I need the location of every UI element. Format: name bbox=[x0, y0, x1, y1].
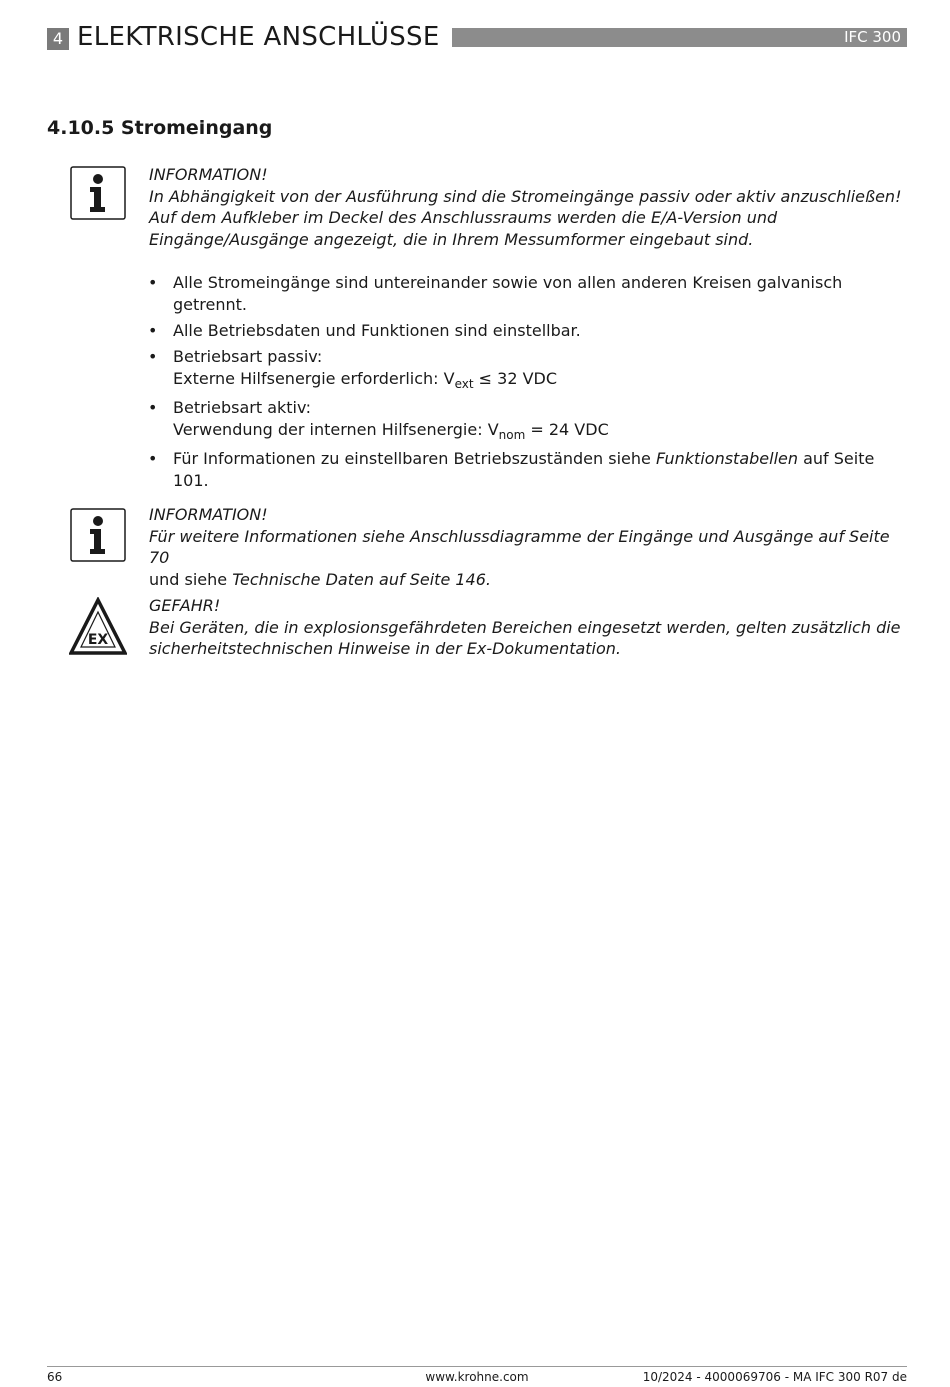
section-title: 4.10.5 Stromeingang bbox=[47, 117, 273, 139]
list-item bbox=[148, 272, 908, 316]
bullet-dot: • bbox=[148, 347, 158, 366]
information-icon bbox=[70, 166, 126, 220]
page-number: 66 bbox=[47, 1370, 63, 1384]
bullet-4-line-2-end: = 24 VDC bbox=[525, 420, 609, 439]
info-note-1-line-2: Auf dem Aufkleber im Deckel des Anschlussraums werden die E/A-Version und bbox=[149, 208, 778, 227]
info-note-2-line-2 bbox=[149, 569, 914, 591]
danger-note-line-2: sicherheitstechnischen Hinweise in der Ex-Dokumentation. bbox=[149, 639, 622, 658]
bullet-dot: • bbox=[148, 273, 158, 292]
footer-divider bbox=[47, 1366, 907, 1367]
bullet-3-line-2-end: ≤ 32 VDC bbox=[473, 369, 558, 388]
bullet-1-line-2: getrennt. bbox=[173, 295, 247, 314]
danger-note bbox=[70, 595, 910, 659]
info-note-1-heading: INFORMATION! bbox=[149, 165, 268, 184]
info-note-1-line-3: Eingänge/Ausgänge angezeigt, die in Ihrem Messumformer eingebaut sind. bbox=[149, 229, 754, 249]
info-note-1-line-1: In Abhängigkeit von der Ausführung sind die Stromeingänge passiv oder aktiv anzuschließen! bbox=[149, 186, 902, 206]
info-note-2-line-1: Für weitere Informationen siehe Anschlussdiagramme der Eingänge und Ausgänge auf Seite 70 bbox=[149, 526, 890, 567]
info-note-2-text bbox=[149, 504, 914, 590]
bullet-4-line-2: Verwendung der internen Hilfsenergie: V bbox=[173, 420, 499, 439]
list-item bbox=[148, 397, 908, 441]
bullet-5-end: auf Seite 101. bbox=[173, 449, 875, 490]
info-note-2-line-2-start: und siehe bbox=[149, 569, 233, 589]
bullet-3-subscript: ext bbox=[454, 377, 474, 391]
danger-note-heading: GEFAHR! bbox=[149, 596, 221, 615]
bullet-2-text: Alle Betriebsdaten und Funktionen sind einstellbar. bbox=[173, 321, 581, 340]
info-note-2-line-2-link: Technische Daten auf Seite 146 bbox=[232, 569, 486, 589]
bullet-4-subscript: nom bbox=[498, 428, 526, 442]
bullet-5-text: Für Informationen zu einstellbaren Betriebszuständen siehe bbox=[173, 449, 656, 468]
bullet-3-line-2: Externe Hilfsenergie erforderlich: V bbox=[173, 369, 455, 388]
document-id: 10/2024 - 4000069706 - MA IFC 300 R07 de bbox=[642, 1370, 907, 1384]
bullet-4-line-1: Betriebsart aktiv: bbox=[173, 398, 311, 417]
product-name: IFC 300 bbox=[844, 28, 901, 46]
information-icon bbox=[70, 508, 126, 562]
chapter-bar bbox=[452, 28, 907, 47]
danger-note-text bbox=[149, 595, 914, 660]
list-item bbox=[148, 346, 908, 390]
info-note-2 bbox=[70, 504, 910, 589]
bullet-3-line-1: Betriebsart passiv: bbox=[173, 347, 323, 366]
list-item bbox=[148, 448, 908, 492]
bullet-list bbox=[148, 272, 908, 496]
chapter-number: 4 bbox=[47, 28, 69, 50]
page-footer bbox=[47, 1369, 907, 1385]
bullet-dot: • bbox=[148, 449, 158, 468]
info-note-1-text bbox=[149, 164, 914, 250]
bullet-1-line-1: Alle Stromeingänge sind untereinander sowie von allen anderen Kreisen galvanisch bbox=[173, 273, 843, 292]
website-link[interactable]: www.krohne.com bbox=[425, 1370, 529, 1384]
chapter-header bbox=[47, 24, 907, 52]
info-note-2-heading: INFORMATION! bbox=[149, 505, 268, 524]
ex-label: EX bbox=[87, 632, 109, 648]
list-item bbox=[148, 320, 908, 342]
chapter-title: ELEKTRISCHE ANSCHLÜSSE bbox=[77, 22, 440, 52]
info-note-1 bbox=[70, 164, 910, 254]
danger-note-line-1: Bei Geräten, die in explosionsgefährdeten Bereichen eingesetzt werden, gelten zusätzlich die bbox=[149, 617, 901, 637]
bullet-5-italic: Funktionstabellen bbox=[655, 449, 798, 468]
bullet-dot: • bbox=[148, 321, 158, 340]
bullet-dot: • bbox=[148, 398, 158, 417]
info-note-2-line-2-end: . bbox=[485, 569, 491, 589]
ex-warning-icon bbox=[69, 597, 127, 655]
